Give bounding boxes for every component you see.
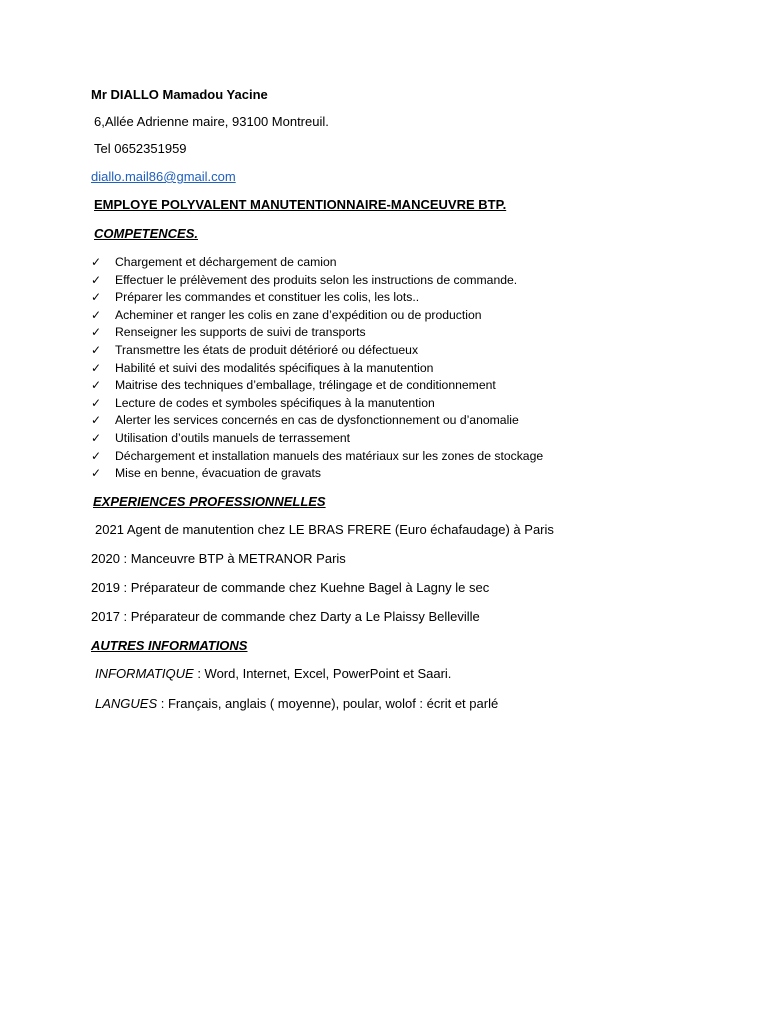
- competence-text: Mise en benne, évacuation de gravats: [115, 466, 321, 481]
- competence-item: [91, 360, 543, 378]
- competence-item: [91, 377, 543, 395]
- experiences-heading: EXPERIENCES PROFESSIONNELLES: [93, 494, 326, 509]
- competence-item: [91, 342, 543, 360]
- experience-item: 2020 : Manceuvre BTP à METRANOR Paris: [91, 551, 346, 566]
- informatique-line: [95, 666, 451, 681]
- checkmark-icon: ✓: [91, 466, 102, 481]
- candidate-name: Mr DIALLO Mamadou Yacine: [91, 87, 268, 102]
- checkmark-icon: ✓: [91, 395, 102, 410]
- langues-line: [95, 696, 498, 711]
- checkmark-icon: ✓: [91, 413, 102, 428]
- checkmark-icon: ✓: [91, 378, 102, 393]
- competence-text: Chargement et déchargement de camion: [115, 255, 337, 269]
- email-link[interactable]: diallo.mail86@gmail.com: [91, 169, 236, 184]
- checkmark-icon: ✓: [91, 325, 102, 340]
- competences-list: [91, 254, 543, 483]
- competence-item: [91, 395, 543, 413]
- competence-item: [91, 307, 543, 325]
- phone-number: Tel 0652351959: [94, 141, 187, 156]
- competence-item: [91, 272, 543, 290]
- checkmark-icon: ✓: [91, 290, 102, 305]
- competence-item: [91, 324, 543, 342]
- job-title: EMPLOYE POLYVALENT MANUTENTIONNAIRE-MANCEUVRE BTP.: [94, 197, 507, 212]
- checkmark-icon: ✓: [91, 360, 102, 375]
- competence-text: Maitrise des techniques d’emballage, trélingage et de conditionnement: [115, 378, 496, 393]
- langues-value: : Français, anglais ( moyenne), poular, wolof : écrit et parlé: [157, 696, 499, 711]
- competence-text: Acheminer et ranger les colis en zane d’expédition ou de production: [115, 307, 482, 322]
- experience-item: 2021 Agent de manutention chez LE BRAS FRERE (Euro échafaudage) à Paris: [95, 522, 554, 537]
- checkmark-icon: ✓: [91, 255, 102, 269]
- competence-text: Alerter les services concernés en cas de dysfonctionnement ou d’anomalie: [115, 413, 519, 428]
- competence-item: [91, 430, 543, 448]
- competence-text: Utilisation d’outils manuels de terrassement: [115, 430, 351, 445]
- competence-item: [91, 412, 543, 430]
- competence-text: Renseigner les supports de suivi de transports: [115, 325, 366, 340]
- competence-text: Déchargement et installation manuels des matériaux sur les zones de stockage: [115, 448, 544, 463]
- competence-text: Transmettre les états de produit détérioré ou défectueux: [115, 342, 419, 357]
- competence-text: Habilité et suivi des modalités spécifiques à la manutention: [115, 360, 434, 375]
- competence-item: [91, 254, 543, 272]
- checkmark-icon: ✓: [91, 272, 102, 287]
- competence-item: [91, 289, 543, 307]
- informatique-value: : Word, Internet, Excel, PowerPoint et Saari.: [193, 666, 452, 681]
- informatique-label: INFORMATIQUE: [95, 666, 194, 681]
- competence-text: Lecture de codes et symboles spécifiques à la manutention: [115, 395, 435, 410]
- competence-text: Effectuer le prélèvement des produits selon les instructions de commande.: [115, 272, 518, 287]
- checkmark-icon: ✓: [91, 307, 102, 322]
- autres-informations-heading: AUTRES INFORMATIONS: [91, 638, 248, 653]
- competence-item: [91, 448, 543, 466]
- langues-label: LANGUES: [95, 696, 158, 711]
- address: 6,Allée Adrienne maire, 93100 Montreuil.: [94, 114, 329, 129]
- competence-text: Préparer les commandes et constituer les colis, les lots..: [115, 290, 420, 305]
- checkmark-icon: ✓: [91, 430, 102, 445]
- experience-item: 2017 : Préparateur de commande chez Darty a Le Plaissy Belleville: [91, 609, 480, 624]
- checkmark-icon: ✓: [91, 448, 102, 463]
- competences-heading: COMPETENCES.: [94, 226, 199, 241]
- checkmark-icon: ✓: [91, 342, 102, 357]
- competence-item: [91, 465, 543, 483]
- experience-item: 2019 : Préparateur de commande chez Kuehne Bagel à Lagny le sec: [91, 580, 490, 595]
